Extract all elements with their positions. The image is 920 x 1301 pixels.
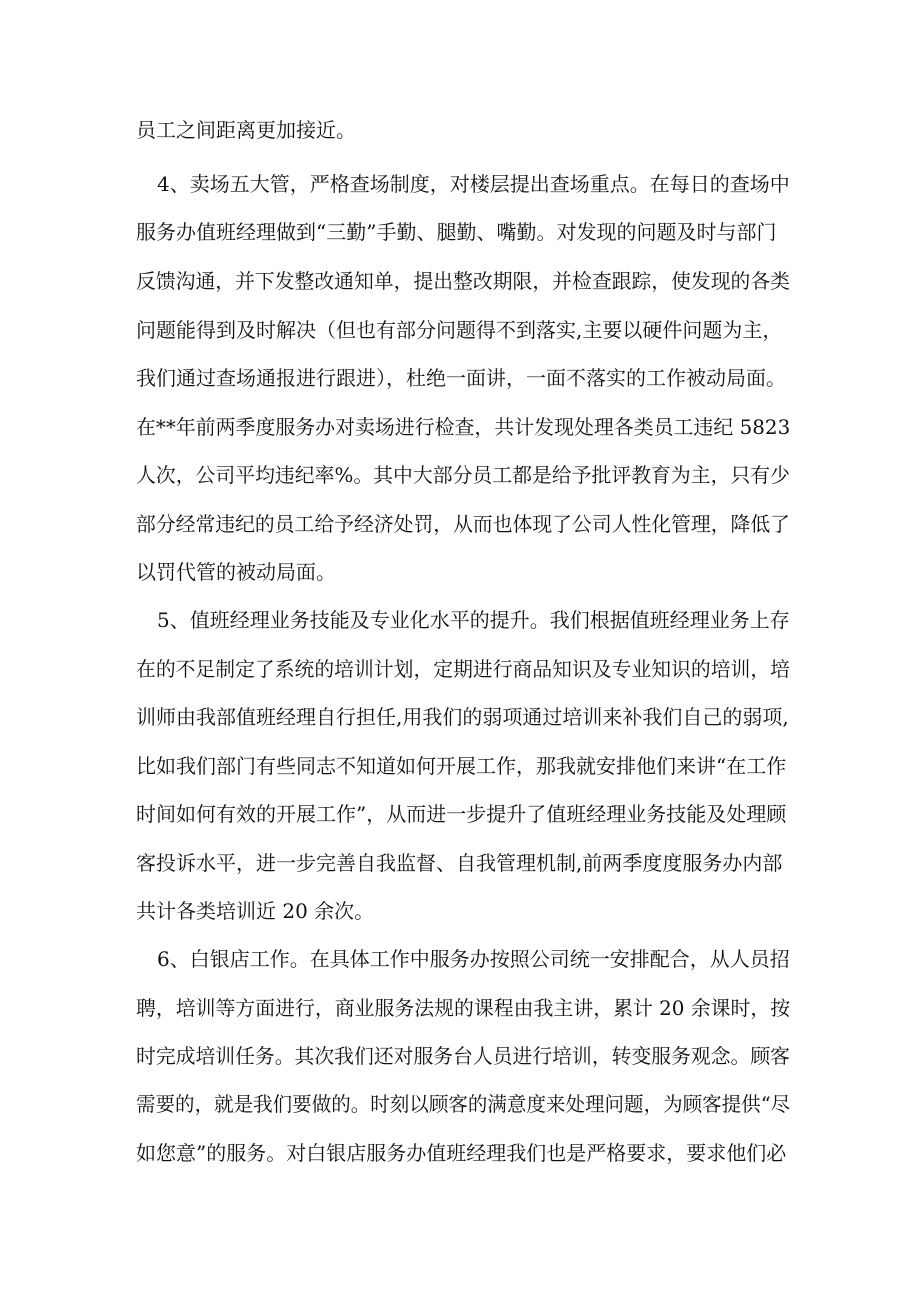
- text-line: 以罚代管的被动局面。: [136, 560, 336, 584]
- text-line: 员工之间距离更加接近。: [136, 118, 356, 142]
- text-line: 时完成培训任务。其次我们还对服务台人员进行培训，转变服务观念。顾客: [136, 1044, 790, 1068]
- text-line: 反馈沟通，并下发整改通知单，提出整改期限，并检查跟踪，使发现的各类: [136, 269, 790, 293]
- text-line: 时间如何有效的开展工作”，从而进一步提升了值班经理业务技能及处理顾: [136, 802, 787, 826]
- paragraph-6-line: 6、白银店工作。在具体工作中服务办按照公司统一安排配合，从人员招: [157, 947, 790, 971]
- paragraph-5-line: 5、值班经理业务技能及专业化水平的提升。我们根据值班经理业务上存: [157, 608, 790, 632]
- text-line: 部分经常违纪的员工给予经济处罚，从而也体现了公司人性化管理，降低了: [136, 512, 790, 536]
- text-line: 人次，公司平均违纪率%。其中大部分员工都是给予批评教育为主，只有少: [136, 463, 791, 487]
- text-line: 共计各类培训近 20 余次。: [136, 899, 375, 923]
- text-line: 如您意”的服务。对白银店服务办值班经理我们也是严格要求，要求他们必: [136, 1141, 787, 1165]
- text-line: 在**年前两季度服务办对卖场进行检查，共计发现处理各类员工违纪 5823: [136, 415, 791, 439]
- text-line: 问题能得到及时解决（但也有部分问题得不到落实,主要以硬件问题为主，: [136, 318, 783, 342]
- text-line: 客投诉水平，进一步完善自我监督、自我管理机制,前两季度度服务办内部: [136, 851, 783, 875]
- text-line: 服务办值班经理做到“三勤”手勤、腿勤、嘴勤。对发现的问题及时与部门: [136, 220, 777, 244]
- paragraph-4-line: 4、卖场五大管，严格查场制度，对楼层提出查场重点。在每日的查场中: [157, 172, 790, 196]
- text-line: 比如我们部门有些同志不知道如何开展工作，那我就安排他们来讲“在工作: [136, 754, 787, 778]
- text-line: 在的不足制定了系统的培训计划，定期进行商品知识及专业知识的培训，培: [136, 657, 790, 681]
- text-line: 我们通过查场通报进行跟进），杜绝一面讲，一面不落实的工作被动局面。: [136, 366, 786, 390]
- text-line: 需要的，就是我们要做的。时刻以顾客的满意度来处理问题，为顾客提供“尽: [136, 1092, 791, 1116]
- text-line: 聘，培训等方面进行，商业服务法规的课程由我主讲，累计 20 余课时，按: [136, 996, 791, 1020]
- text-line: 训师由我部值班经理自行担任,用我们的弱项通过培训来补我们自己的弱项,: [136, 705, 789, 729]
